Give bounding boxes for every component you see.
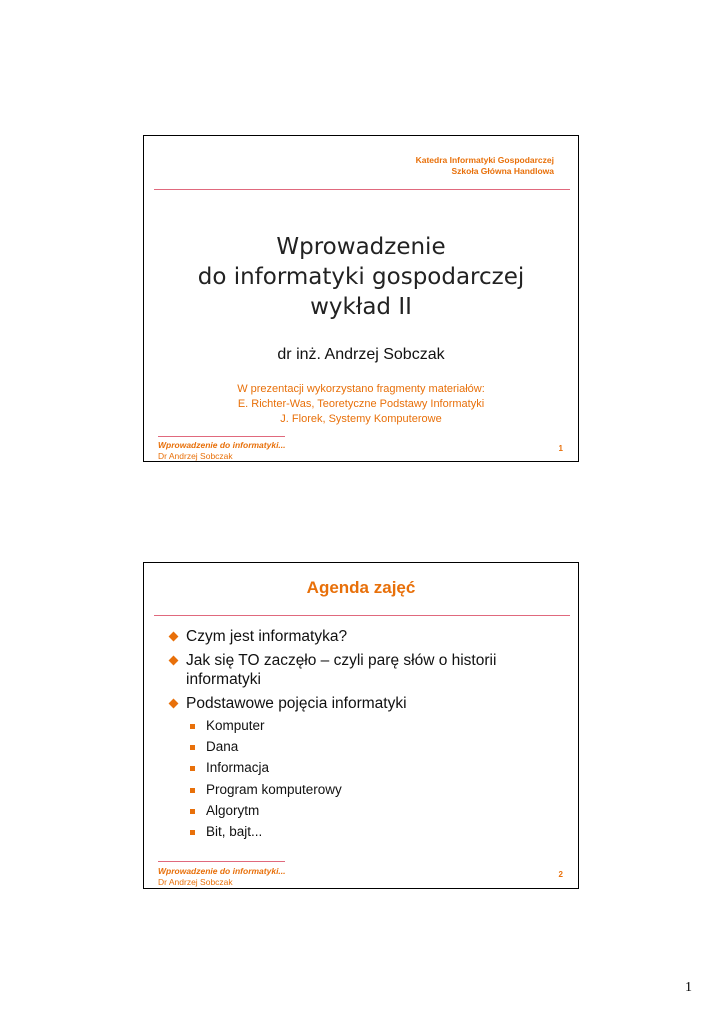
slide-number: 1 [558,444,563,453]
credits-line: W prezentacji wykorzystano fragmenty materiałów: [237,383,485,395]
square-bullet-icon [190,745,195,750]
header-rule [154,615,570,616]
footer-title: Wprowadzenie do informatyki... [158,866,286,876]
footer-author: Dr Andrzej Sobczak [158,877,233,887]
department-header [416,155,554,177]
footer-author: Dr Andrzej Sobczak [158,451,233,461]
diamond-bullet-icon [169,632,179,642]
slide-number: 2 [558,870,563,879]
footer-title: Wprowadzenie do informatyki... [158,440,286,450]
square-bullet-icon [190,788,195,793]
sub-list-item [186,821,548,842]
footer-rule [158,861,285,862]
department-name: Katedra Informatyki Gospodarczej [415,155,554,165]
sub-list-item [186,715,548,736]
list-item [168,651,548,690]
sub-list-item-text: Algorytm [206,802,260,818]
title-line: do informatyki gospodarczej [197,264,525,290]
sub-list-item-text: Dana [206,739,239,755]
sub-list-item [186,736,548,757]
footer-rule [158,436,285,437]
school-name: Szkoła Główna Handlowa [451,166,554,176]
sub-list-item-text: Komputer [206,718,265,733]
list-item-text: Podstawowe pojęcia informatyki [186,694,407,712]
square-bullet-icon [190,830,195,835]
slide-2 [143,562,579,889]
square-bullet-icon [190,809,195,814]
sub-list-item-text: Informacja [206,760,270,776]
slide-title [144,232,578,322]
slide-1 [143,135,579,462]
header-rule [154,189,570,190]
sub-list [186,715,548,842]
diamond-bullet-icon [169,698,179,708]
list-item-text: Jak się TO zaczęło – czyli parę słów o historii informatyki [186,651,497,688]
list-item-text: Czym jest informatyka? [186,628,348,645]
sub-list-item-text: Bit, bajt... [206,824,263,840]
page-number: 1 [685,980,692,995]
author-name: dr inż. Andrzej Sobczak [277,346,445,363]
sub-list-item [186,800,548,821]
title-line: wykład II [310,294,412,320]
agenda-list [168,627,548,846]
title-line: Wprowadzenie [276,234,446,260]
credits-line: J. Florek, Systemy Komputerowe [280,413,442,425]
square-bullet-icon [190,724,195,729]
credits-line: E. Richter-Was, Teoretyczne Podstawy Informatyki [237,398,485,410]
sub-list-item [186,779,548,800]
square-bullet-icon [190,766,195,771]
diamond-bullet-icon [169,655,179,665]
list-item [168,627,548,647]
sub-list-item [186,757,548,778]
credits [144,382,578,427]
slide-title: Agenda zajęć [306,578,416,597]
sub-list-item-text: Program komputerowy [206,781,342,797]
list-item [168,694,548,843]
